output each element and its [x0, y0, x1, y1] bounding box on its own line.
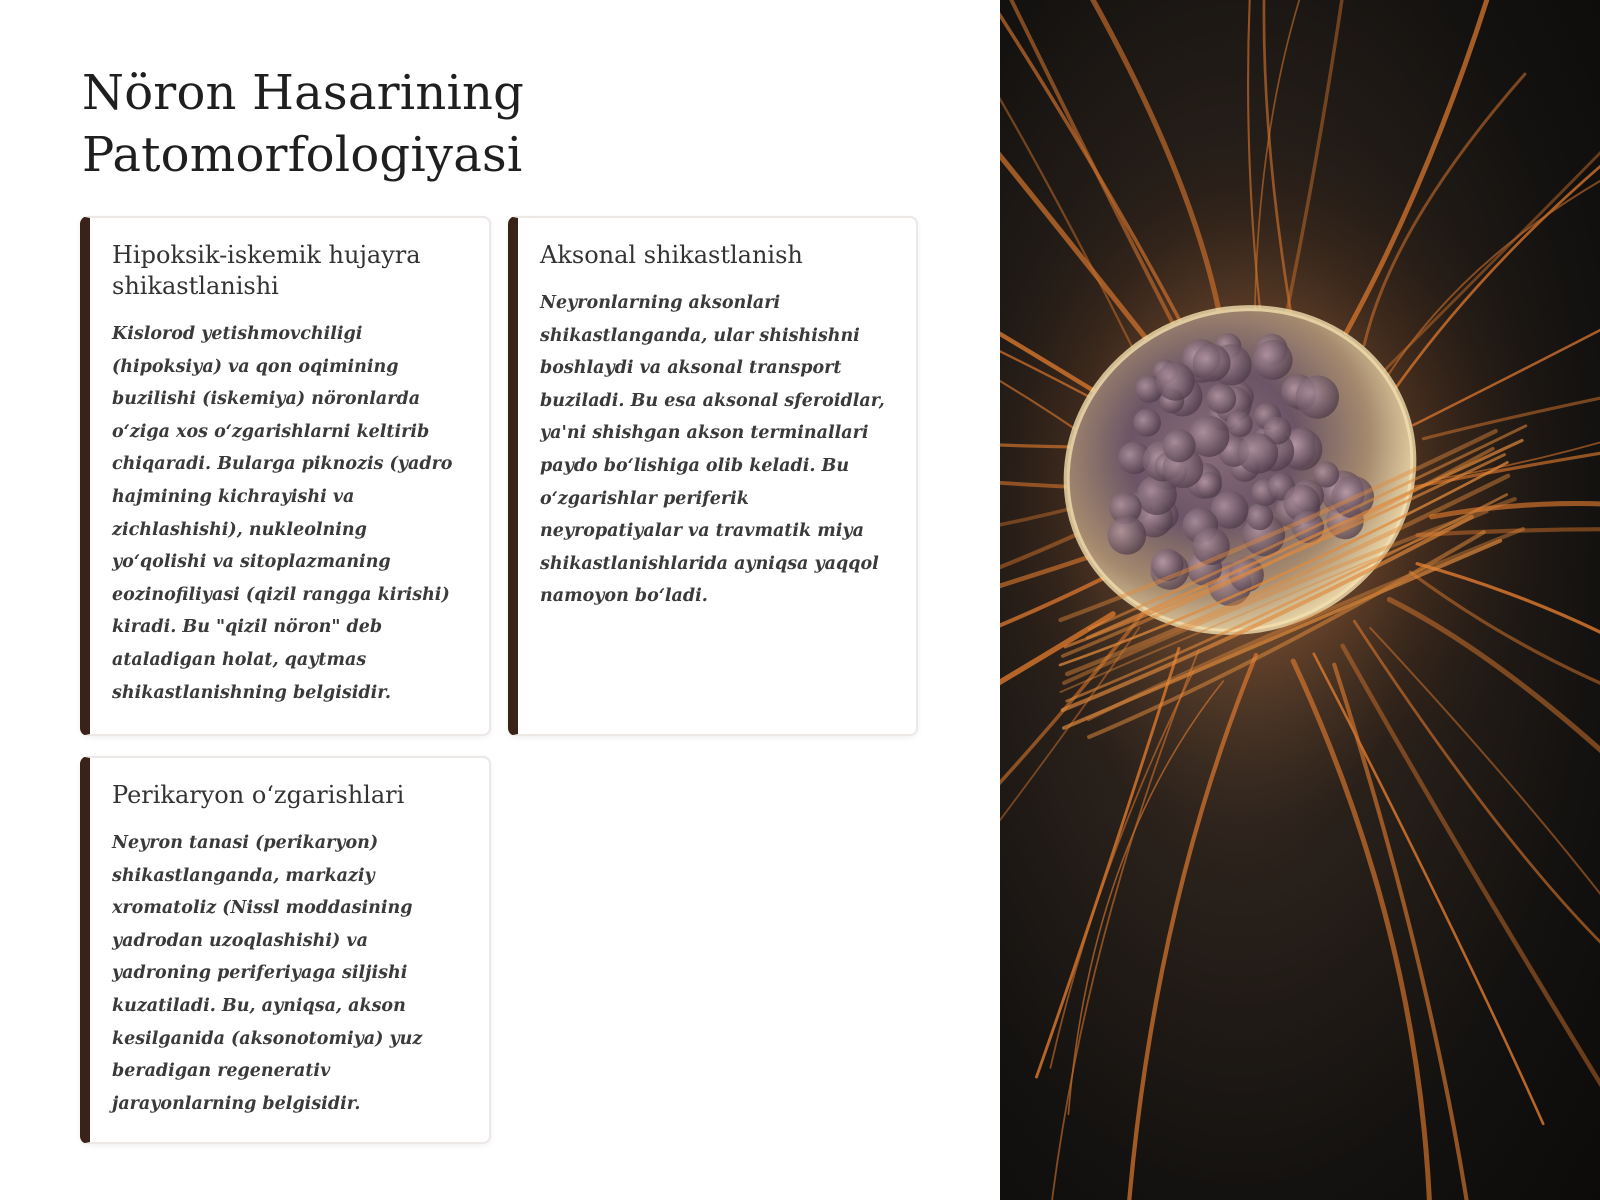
card-perikaryon-changes [80, 756, 491, 1144]
page-title: Nöron Hasarining Patomorfologiyasi [82, 65, 525, 183]
card-heading: Perikaryon o‘zgarishlari [112, 781, 405, 809]
card-heading: Hipoksik-iskemik hujayra shikastlanishi [112, 241, 421, 300]
card-body: Neyron tanasi (perikaryon) shikastlanganda, markaziy xromatoliz (Nissl moddasining yadrodan uzoqlashishi) va yadroning periferiyaga siljishi kuzatiladi. Bu, ayniqsa, akson kesilganida (aksonotomiya) yuz beradigan regenerativ jarayonlarning belgisidir. [112, 833, 423, 1114]
card-body: Kislorod yetishmovchiligi (hipoksiya) va qon oqimining buzilishi (iskemiya) nöronlarda o‘ziga xos o‘zgarishlarni keltirib chiqaradi. Bularga piknozis (yadro hajmining kichrayishi va zichlashishi), nukleolning yo‘qolishi va sitoplazmaning eozinofiliyasi (qizil rangga kirishi) kiradi. Bu "qizil nöron" deb ataladigan holat, qaytmas shikastlanishning belgisidir. [112, 324, 453, 703]
card-hypoxic-ischemic [80, 216, 491, 736]
card-axonal-injury [508, 216, 918, 736]
neuron-illustration [1000, 0, 1600, 1200]
card-body: Neyronlarning aksonlari shikastlanganda, ular shishishni boshlaydi va aksonal transport buziladi. Bu esa aksonal sferoidlar, ya'ni shishgan akson terminallari paydo bo‘lishiga olib keladi. Bu o‘zgarishlar periferik neyropatiyalar va travmatik miya shikastlanishlarida ayniqsa yaqqol namoyon bo‘ladi. [540, 293, 885, 607]
card-heading: Aksonal shikastlanish [540, 241, 803, 269]
